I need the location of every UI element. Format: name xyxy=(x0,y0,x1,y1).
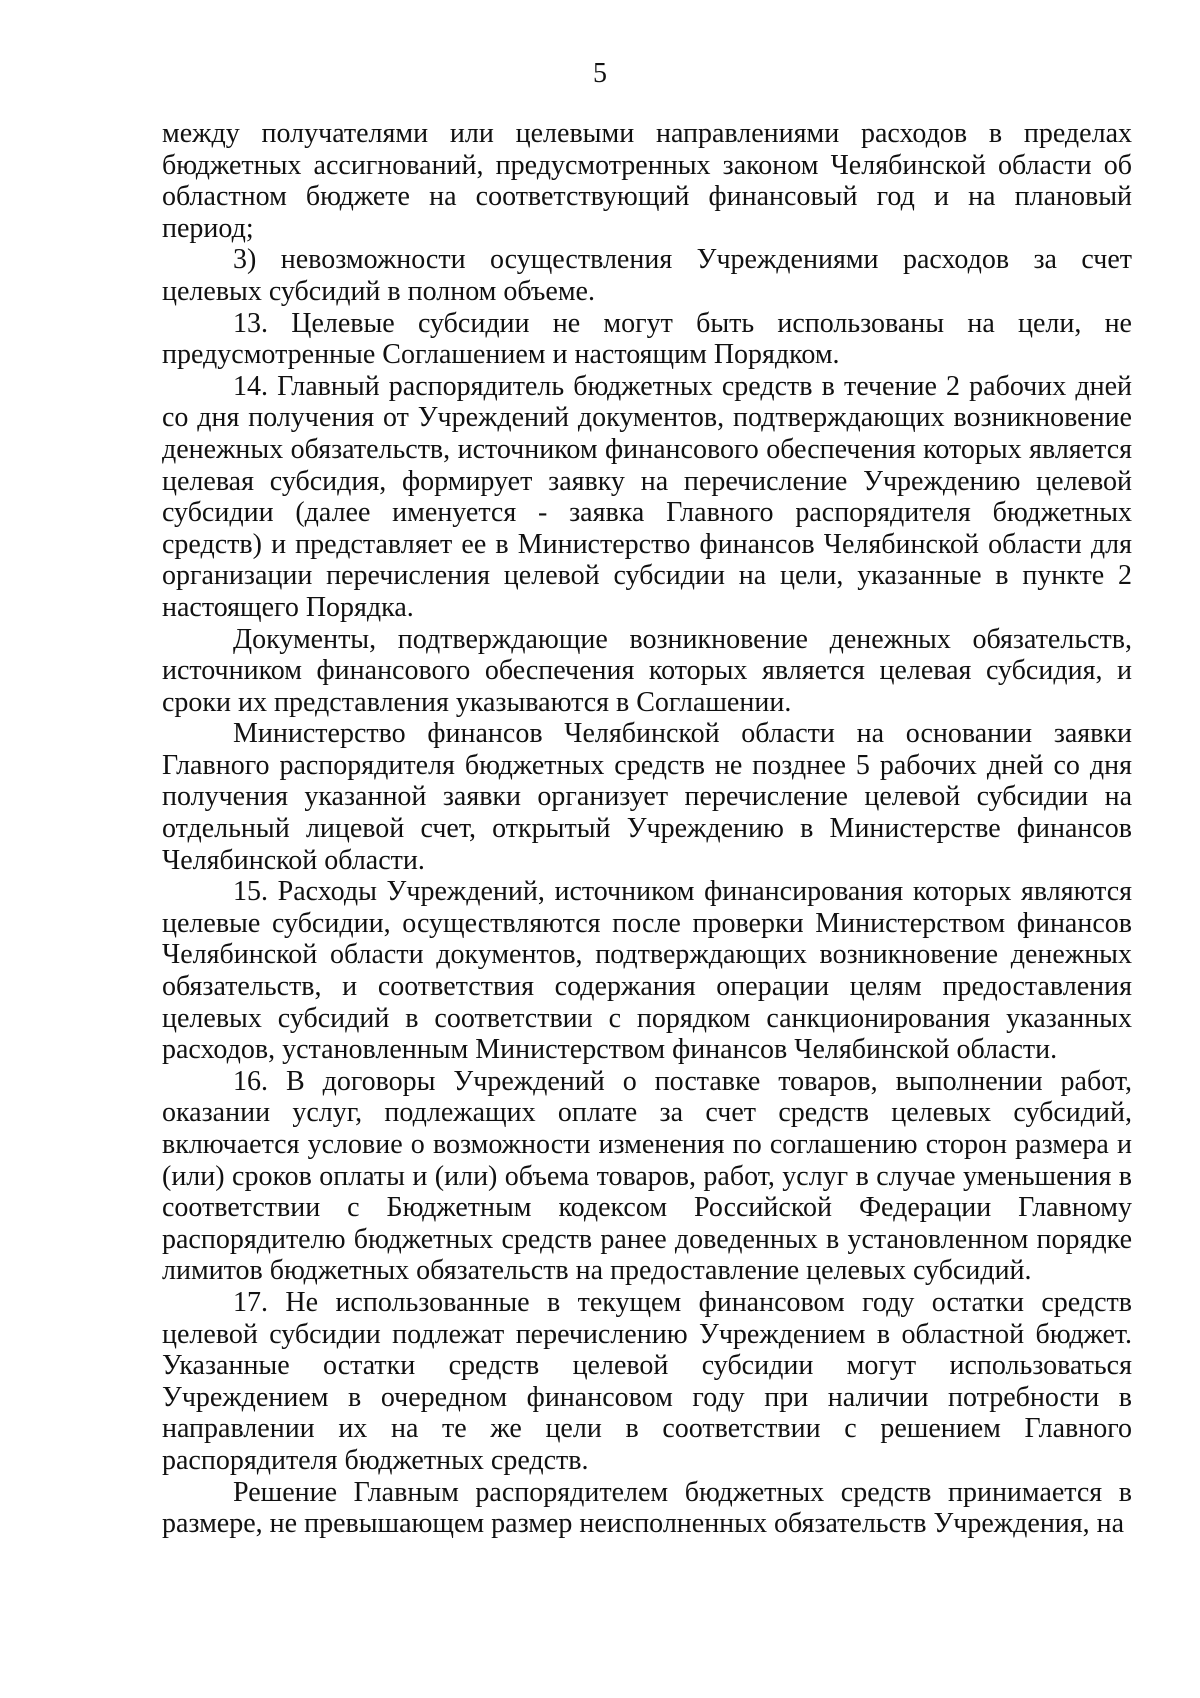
paragraph-ministry: Министерство финансов Челябинской области на основании заявки Главного распорядителя бюджетных средств не позднее 5 рабочих дней со дня получения указанной заявки организует перечисление целевой субсидии на отдельный лицевой счет, открытый Учреждению в Министерстве финансов Челябинской области. xyxy=(162,718,1132,876)
paragraph-item-3: 3) невозможности осуществления Учреждениями расходов за счет целевых субсидий в полном объеме. xyxy=(162,244,1132,307)
paragraph-13: 13. Целевые субсидии не могут быть использованы на цели, не предусмотренные Соглашением и настоящим Порядком. xyxy=(162,307,1132,371)
paragraph-continuation: между получателями или целевыми направлениями расходов в пределах бюджетных ассигнований, предусмотренных законом Челябинской области об областном бюджете на соответствующий финансовый год и на плановый период; xyxy=(162,118,1132,244)
document-body xyxy=(162,118,1132,1540)
page-number: 5 xyxy=(593,58,607,89)
paragraph-16: 16. В договоры Учреждений о поставке товаров, выполнении работ, оказании услуг, подлежащих оплате за счет средств целевых субсидий, включается условие о возможности изменения по соглашению сторон размера и (или) сроков оплаты и (или) объема товаров, работ, услуг в случае уменьшения в соответствии с Бюджетным кодексом Российской Федерации Главному распорядителю бюджетных средств ранее доведенных в установленном порядке лимитов бюджетных обязательств на предоставление целевых субсидий. xyxy=(162,1065,1132,1287)
paragraph-15: 15. Расходы Учреждений, источником финансирования которых являются целевые субсидии, осуществляются после проверки Министерством финансов Челябинской области документов, подтверждающих возникновение денежных обязательств, и соответствия содержания операции целям предоставления целевых субсидий в соответствии с порядком санкционирования указанных расходов, установленным Министерством финансов Челябинской области. xyxy=(162,876,1132,1066)
paragraph-14: 14. Главный распорядитель бюджетных средств в течение 2 рабочих дней со дня получения от Учреждений документов, подтверждающих возникновение денежных обязательств, источником финансового обеспечения которых является целевая субсидия, формирует заявку на перечисление Учреждению целевой субсидии (далее именуется - заявка Главного распорядителя бюджетных средств) и представляет ее в Министерство финансов Челябинской области для организации перечисления целевой субсидии на цели, указанные в пункте 2 настоящего Порядка. xyxy=(162,370,1132,623)
paragraph-documents: Документы, подтверждающие возникновение денежных обязательств, источником финансового обеспечения которых является целевая субсидия, и сроки их представления указываются в Соглашении. xyxy=(162,623,1132,718)
paragraph-17: 17. Не использованные в текущем финансовом году остатки средств целевой субсидии подлежат перечислению Учреждением в областной бюджет. Указанные остатки средств целевой субсидии могут использоваться Учреждением в очередном финансовом году при наличии потребности в направлении их на те же цели в соответствии с решением Главного распорядителя бюджетных средств. xyxy=(162,1286,1132,1476)
paragraph-decision: Решение Главным распорядителем бюджетных средств принимается в размере, не превышающем размер неисполненных обязательств Учреждения, на xyxy=(162,1476,1132,1540)
